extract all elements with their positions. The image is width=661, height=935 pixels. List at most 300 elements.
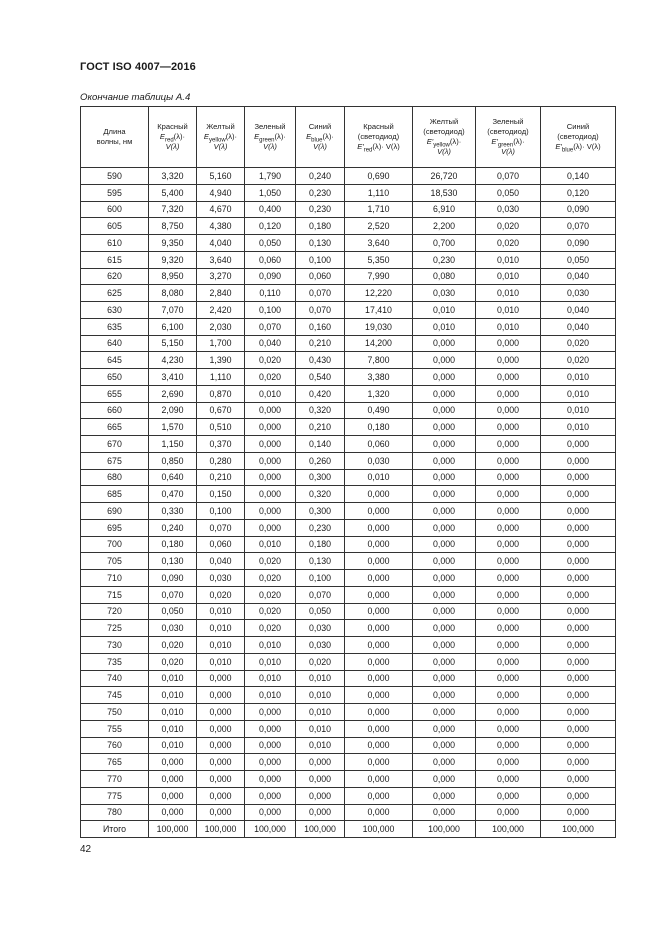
value-cell: 0,180 [149, 536, 197, 553]
wavelength-cell: 680 [81, 469, 149, 486]
wavelength-cell: 660 [81, 402, 149, 419]
value-cell: 0,000 [541, 704, 616, 721]
value-cell: 100,000 [197, 821, 245, 838]
value-cell: 0,000 [296, 804, 345, 821]
wavelength-cell: 650 [81, 369, 149, 386]
value-cell: 0,020 [245, 369, 296, 386]
header-blue [296, 107, 345, 168]
value-cell: 0,030 [296, 637, 345, 654]
value-cell: 0,640 [149, 469, 197, 486]
value-cell: 0,030 [197, 570, 245, 587]
value-cell: 0,020 [245, 553, 296, 570]
table-row [81, 586, 616, 603]
value-cell: 0,000 [541, 804, 616, 821]
table-row [81, 268, 616, 285]
value-cell: 0,000 [476, 603, 541, 620]
value-cell: 0,000 [197, 787, 245, 804]
table-row [81, 486, 616, 503]
table-row [81, 436, 616, 453]
value-cell: 0,690 [345, 168, 413, 185]
value-cell: 0,030 [541, 285, 616, 302]
value-cell: 0,130 [296, 235, 345, 252]
value-cell: 0,180 [296, 218, 345, 235]
value-cell: 1,390 [197, 352, 245, 369]
value-cell: 0,020 [476, 218, 541, 235]
value-cell: 3,270 [197, 268, 245, 285]
value-cell: 2,030 [197, 318, 245, 335]
table-row [81, 385, 616, 402]
value-cell: 0,070 [541, 218, 616, 235]
wavelength-cell: 715 [81, 586, 149, 603]
value-cell: 0,040 [541, 318, 616, 335]
value-cell: 100,000 [476, 821, 541, 838]
wavelength-cell: 590 [81, 168, 149, 185]
value-cell: 0,000 [413, 419, 476, 436]
value-cell: 0,000 [149, 754, 197, 771]
value-cell: 0,000 [541, 486, 616, 503]
value-cell: 0,030 [149, 620, 197, 637]
value-cell: 0,000 [245, 519, 296, 536]
header-name: Желтый [429, 117, 459, 126]
value-cell: 0,280 [197, 452, 245, 469]
value-cell: 0,420 [296, 385, 345, 402]
wavelength-cell: 640 [81, 335, 149, 352]
value-cell: 19,030 [345, 318, 413, 335]
value-cell: 0,000 [541, 771, 616, 788]
value-cell: 100,000 [149, 821, 197, 838]
value-cell: 2,090 [149, 402, 197, 419]
value-cell: 0,000 [413, 503, 476, 520]
value-cell: 0,000 [476, 570, 541, 587]
value-cell: 0,030 [413, 285, 476, 302]
table-row [81, 335, 616, 352]
value-cell: 0,010 [149, 720, 197, 737]
value-cell: 0,000 [413, 486, 476, 503]
header-symbol: E' [491, 137, 498, 146]
table-row [81, 503, 616, 520]
value-cell: 0,090 [541, 235, 616, 252]
value-cell: 0,000 [541, 720, 616, 737]
value-cell: 26,720 [413, 168, 476, 185]
value-cell: 0,000 [345, 486, 413, 503]
header-name2: (светодиод) [557, 132, 599, 141]
value-cell: 0,050 [149, 603, 197, 620]
value-cell: 0,000 [413, 536, 476, 553]
value-cell: 0,700 [413, 235, 476, 252]
table-row [81, 201, 616, 218]
value-cell: 1,110 [197, 369, 245, 386]
value-cell: 1,710 [345, 201, 413, 218]
value-cell: 0,010 [541, 419, 616, 436]
table-row [81, 519, 616, 536]
header-name: Синий [566, 122, 590, 131]
wavelength-cell: 625 [81, 285, 149, 302]
value-cell: 0,000 [413, 720, 476, 737]
table-total-row [81, 821, 616, 838]
value-cell: 0,000 [541, 670, 616, 687]
value-cell: 0,000 [476, 653, 541, 670]
value-cell: 0,300 [296, 469, 345, 486]
value-cell: 0,110 [245, 285, 296, 302]
value-cell: 0,210 [296, 419, 345, 436]
value-cell: 0,000 [345, 553, 413, 570]
value-cell: 0,000 [345, 637, 413, 654]
value-cell: 0,010 [413, 318, 476, 335]
table-row [81, 553, 616, 570]
value-cell: 0,000 [197, 737, 245, 754]
value-cell: 0,000 [197, 771, 245, 788]
header-name2: (светодиод) [357, 132, 400, 141]
value-cell: 0,010 [296, 720, 345, 737]
value-cell: 0,000 [345, 804, 413, 821]
value-cell: 0,470 [149, 486, 197, 503]
value-cell: 0,120 [245, 218, 296, 235]
value-cell: 0,000 [413, 469, 476, 486]
header-tail: (λ)· V(λ) [372, 142, 400, 151]
value-cell: 0,000 [245, 787, 296, 804]
value-cell: 0,000 [413, 369, 476, 386]
wavelength-cell: 740 [81, 670, 149, 687]
value-cell: 0,000 [541, 687, 616, 704]
header-symbol: E [159, 132, 165, 141]
wavelength-cell: 655 [81, 385, 149, 402]
value-cell: 0,010 [245, 637, 296, 654]
value-cell: 0,020 [296, 653, 345, 670]
value-cell: 0,000 [245, 804, 296, 821]
page-number: 42 [80, 844, 92, 855]
value-cell: 0,020 [245, 352, 296, 369]
header-subscript: yellow [433, 142, 450, 149]
header-line: V(λ) [165, 142, 180, 151]
value-cell: 5,160 [197, 168, 245, 185]
value-cell: 0,000 [413, 603, 476, 620]
value-cell: 0,000 [245, 720, 296, 737]
header-tail: (λ)· [449, 137, 462, 146]
wavelength-cell: 635 [81, 318, 149, 335]
value-cell: 0,260 [296, 452, 345, 469]
value-cell: 0,050 [245, 235, 296, 252]
value-cell: 0,070 [296, 285, 345, 302]
value-cell: 8,950 [149, 268, 197, 285]
value-cell: 0,000 [413, 653, 476, 670]
wavelength-cell: 710 [81, 570, 149, 587]
value-cell: 0,060 [296, 268, 345, 285]
value-cell: 0,040 [197, 553, 245, 570]
value-cell: 0,000 [245, 737, 296, 754]
value-cell: 0,000 [149, 771, 197, 788]
value-cell: 0,000 [476, 553, 541, 570]
value-cell: 7,320 [149, 201, 197, 218]
table-row [81, 620, 616, 637]
value-cell: 0,090 [541, 201, 616, 218]
header-yellow [197, 107, 245, 168]
value-cell: 0,040 [541, 302, 616, 319]
header-tail: (λ)· [322, 132, 334, 141]
wavelength-cell: 725 [81, 620, 149, 637]
value-cell: 0,000 [476, 503, 541, 520]
header-line: Длина [103, 127, 126, 136]
value-cell: 0,540 [296, 369, 345, 386]
wavelength-cell: 705 [81, 553, 149, 570]
value-cell: 2,840 [197, 285, 245, 302]
value-cell: 0,000 [541, 570, 616, 587]
wavelength-cell: 615 [81, 251, 149, 268]
table-row [81, 452, 616, 469]
header-line: V(λ) [437, 147, 451, 156]
value-cell: 0,010 [245, 385, 296, 402]
value-cell: 0,000 [245, 486, 296, 503]
value-cell: 3,410 [149, 369, 197, 386]
wavelength-cell: 665 [81, 419, 149, 436]
value-cell: 0,210 [197, 469, 245, 486]
table-row [81, 687, 616, 704]
value-cell: 0,000 [413, 385, 476, 402]
value-cell: 3,320 [149, 168, 197, 185]
value-cell: 12,220 [345, 285, 413, 302]
value-cell: 0,000 [476, 519, 541, 536]
table-row [81, 302, 616, 319]
value-cell: 0,180 [296, 536, 345, 553]
header-subscript: blue [311, 137, 323, 144]
value-cell: 0,370 [197, 436, 245, 453]
value-cell: 14,200 [345, 335, 413, 352]
value-cell: 0,670 [197, 402, 245, 419]
value-cell: 0,000 [476, 402, 541, 419]
value-cell: 0,060 [245, 251, 296, 268]
value-cell: 0,000 [345, 704, 413, 721]
wavelength-cell: 670 [81, 436, 149, 453]
value-cell: 0,320 [296, 402, 345, 419]
header-tail: (λ)· [513, 137, 525, 146]
table-row [81, 184, 616, 201]
value-cell: 0,000 [413, 687, 476, 704]
value-cell: 8,750 [149, 218, 197, 235]
value-cell: 0,000 [476, 804, 541, 821]
wavelength-cell: 600 [81, 201, 149, 218]
value-cell: 0,000 [476, 352, 541, 369]
value-cell: 0,010 [245, 653, 296, 670]
value-cell: 0,070 [476, 168, 541, 185]
value-cell: 0,010 [476, 251, 541, 268]
value-cell: 0,050 [296, 603, 345, 620]
value-cell: 0,070 [296, 586, 345, 603]
value-cell: 0,010 [476, 302, 541, 319]
value-cell: 6,910 [413, 201, 476, 218]
header-subscript: red [363, 147, 373, 154]
value-cell: 0,140 [541, 168, 616, 185]
value-cell: 0,000 [476, 620, 541, 637]
value-cell: 0,000 [541, 436, 616, 453]
header-tail: (λ)· [225, 132, 238, 141]
table-row [81, 218, 616, 235]
value-cell: 100,000 [413, 821, 476, 838]
header-name: Желтый [206, 122, 235, 131]
value-cell: 0,140 [296, 436, 345, 453]
table-row [81, 637, 616, 654]
value-cell: 0,010 [245, 670, 296, 687]
value-cell: 0,000 [541, 637, 616, 654]
header-line: V(λ) [501, 147, 515, 156]
value-cell: 0,240 [149, 519, 197, 536]
value-cell: 0,000 [541, 586, 616, 603]
value-cell: 0,870 [197, 385, 245, 402]
header-name: Синий [308, 122, 332, 131]
header-line: волны, нм [96, 137, 133, 146]
value-cell: 0,240 [296, 168, 345, 185]
value-cell: 0,000 [413, 620, 476, 637]
value-cell: 0,000 [345, 586, 413, 603]
table-row [81, 670, 616, 687]
value-cell: 0,000 [413, 335, 476, 352]
table-row [81, 737, 616, 754]
value-cell: 0,010 [296, 687, 345, 704]
wavelength-cell: 755 [81, 720, 149, 737]
value-cell: 0,010 [197, 620, 245, 637]
value-cell: 0,000 [476, 637, 541, 654]
value-cell: 0,020 [541, 352, 616, 369]
value-cell: 0,000 [345, 536, 413, 553]
value-cell: 0,000 [345, 653, 413, 670]
header-tail: (λ)· [173, 132, 186, 141]
table-row [81, 402, 616, 419]
value-cell: 0,490 [345, 402, 413, 419]
value-cell: 0,160 [296, 318, 345, 335]
header-subscript: green [497, 142, 514, 149]
table-row [81, 352, 616, 369]
value-cell: 0,020 [245, 570, 296, 587]
value-cell: 0,060 [345, 436, 413, 453]
value-cell: 1,570 [149, 419, 197, 436]
value-cell: 100,000 [296, 821, 345, 838]
value-cell: 0,000 [197, 670, 245, 687]
header-name: Зеленый [254, 122, 286, 131]
header-symbol: E [203, 132, 209, 141]
value-cell: 0,000 [476, 771, 541, 788]
value-cell: 4,230 [149, 352, 197, 369]
table-caption: Окончание таблицы А.4 [80, 92, 191, 103]
value-cell: 0,020 [541, 335, 616, 352]
value-cell: 0,000 [476, 369, 541, 386]
value-cell: 0,030 [476, 201, 541, 218]
wavelength-cell: 610 [81, 235, 149, 252]
value-cell: 0,300 [296, 503, 345, 520]
value-cell: 0,010 [149, 704, 197, 721]
value-cell: 0,000 [413, 771, 476, 788]
value-cell: 2,690 [149, 385, 197, 402]
table-row [81, 653, 616, 670]
value-cell: 0,000 [345, 720, 413, 737]
header-symbol: E' [426, 137, 434, 146]
table-row [81, 787, 616, 804]
value-cell: 0,010 [149, 737, 197, 754]
value-cell: 0,000 [413, 704, 476, 721]
value-cell: 0,000 [476, 754, 541, 771]
value-cell: 0,000 [476, 385, 541, 402]
value-cell: 1,320 [345, 385, 413, 402]
value-cell: 0,000 [541, 620, 616, 637]
table-row [81, 536, 616, 553]
value-cell: 0,020 [197, 586, 245, 603]
value-cell: 3,380 [345, 369, 413, 386]
table-row [81, 469, 616, 486]
header-red-led [345, 107, 413, 168]
wavelength-cell: 675 [81, 452, 149, 469]
value-cell: 1,110 [345, 184, 413, 201]
value-cell: 0,000 [245, 503, 296, 520]
value-cell: 0,050 [476, 184, 541, 201]
value-cell: 0,010 [541, 402, 616, 419]
value-cell: 0,000 [541, 536, 616, 553]
header-symbol: E [306, 132, 312, 141]
value-cell: 0,000 [476, 787, 541, 804]
value-cell: 0,010 [541, 369, 616, 386]
table-row [81, 720, 616, 737]
value-cell: 2,420 [197, 302, 245, 319]
value-cell: 0,000 [476, 452, 541, 469]
value-cell: 0,000 [476, 586, 541, 603]
value-cell: 0,000 [476, 469, 541, 486]
value-cell: 0,000 [149, 787, 197, 804]
value-cell: 0,130 [149, 553, 197, 570]
value-cell: 0,010 [197, 653, 245, 670]
value-cell: 0,010 [149, 670, 197, 687]
value-cell: 0,230 [413, 251, 476, 268]
wavelength-cell: 695 [81, 519, 149, 536]
value-cell: 0,000 [476, 419, 541, 436]
value-cell: 0,090 [149, 570, 197, 587]
value-cell: 100,000 [245, 821, 296, 838]
value-cell: 5,400 [149, 184, 197, 201]
value-cell: 4,040 [197, 235, 245, 252]
value-cell: 0,000 [345, 519, 413, 536]
value-cell: 0,000 [476, 720, 541, 737]
wavelength-cell: 730 [81, 637, 149, 654]
value-cell: 0,000 [476, 687, 541, 704]
value-cell: 0,000 [245, 419, 296, 436]
value-cell: 0,000 [245, 402, 296, 419]
data-table [80, 106, 616, 838]
header-symbol: E' [555, 142, 562, 151]
wavelength-cell: 685 [81, 486, 149, 503]
value-cell: 0,000 [345, 737, 413, 754]
value-cell: 0,030 [296, 620, 345, 637]
value-cell: 0,850 [149, 452, 197, 469]
value-cell: 9,350 [149, 235, 197, 252]
value-cell: 0,430 [296, 352, 345, 369]
value-cell: 0,510 [197, 419, 245, 436]
table-row [81, 804, 616, 821]
value-cell: 0,230 [296, 184, 345, 201]
value-cell: 5,350 [345, 251, 413, 268]
header-tail: (λ)· V(λ) [573, 142, 601, 151]
value-cell: 0,000 [541, 469, 616, 486]
value-cell: 1,700 [197, 335, 245, 352]
value-cell: 7,990 [345, 268, 413, 285]
value-cell: 4,670 [197, 201, 245, 218]
value-cell: 0,000 [413, 570, 476, 587]
value-cell: 0,000 [413, 586, 476, 603]
value-cell: 0,000 [345, 787, 413, 804]
value-cell: 1,150 [149, 436, 197, 453]
value-cell: 0,000 [476, 737, 541, 754]
value-cell: 0,000 [476, 670, 541, 687]
value-cell: 0,000 [245, 436, 296, 453]
wavelength-cell: 745 [81, 687, 149, 704]
header-name: Зеленый [492, 117, 524, 126]
value-cell: 0,000 [296, 754, 345, 771]
value-cell: 0,000 [541, 754, 616, 771]
wavelength-cell: 605 [81, 218, 149, 235]
